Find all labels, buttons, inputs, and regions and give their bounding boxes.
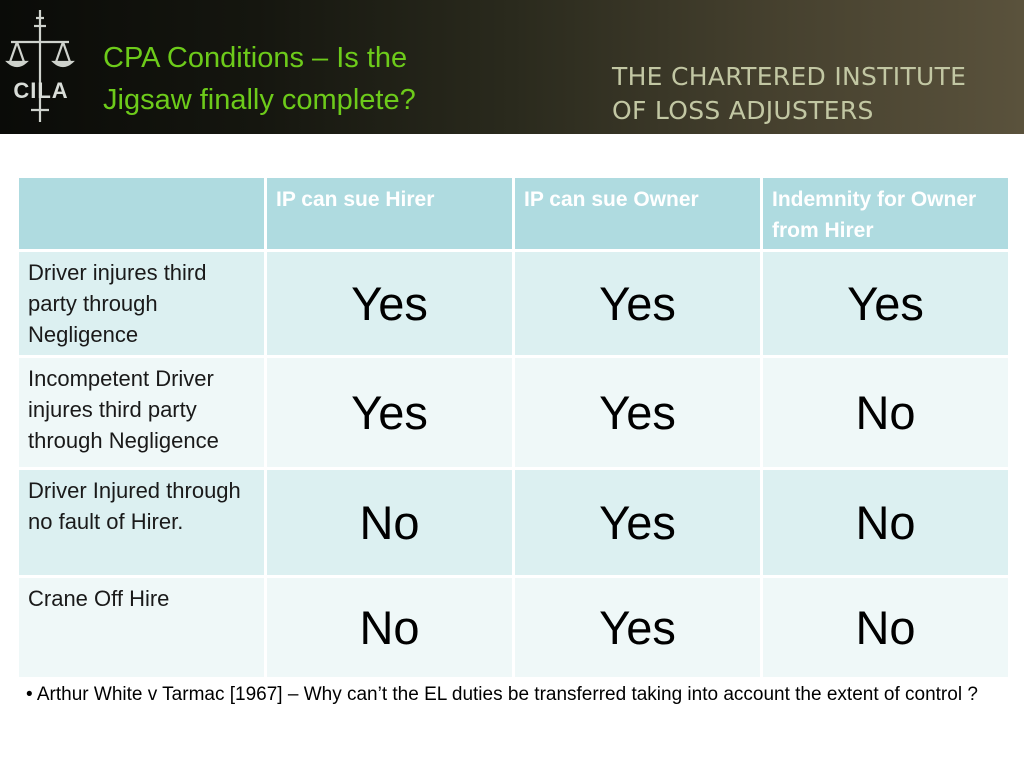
- cell-value: No: [762, 469, 1010, 577]
- footnote-bullet: • Arthur White v Tarmac [1967] – Why can’t the EL duties be transferred taking into account the extent of control ?: [26, 684, 978, 705]
- cell-value: No: [266, 469, 514, 577]
- row-label: Driver Injured through no fault of Hirer.: [18, 469, 266, 577]
- table-row: [18, 251, 1010, 357]
- slide-title: [103, 37, 523, 121]
- cell-value: No: [266, 577, 514, 679]
- institute-name: [612, 60, 1012, 128]
- row-label: Crane Off Hire: [18, 577, 266, 679]
- cell-value: Yes: [514, 577, 762, 679]
- scales-of-justice-icon: [5, 4, 75, 128]
- cell-value: Yes: [266, 357, 514, 469]
- cell-value: Yes: [266, 251, 514, 357]
- column-header-indemnity: Indemnity for Owner from Hirer: [762, 177, 1010, 251]
- header-banner: [0, 0, 1024, 134]
- column-header-ip-sue-hirer: IP can sue Hirer: [266, 177, 514, 251]
- row-label: Driver injures third party through Negligence: [18, 251, 266, 357]
- table-row: [18, 469, 1010, 577]
- cell-value: No: [762, 577, 1010, 679]
- institute-name-line-2: OF LOSS ADJUSTERS: [612, 96, 874, 125]
- logo-text: CILA: [13, 78, 69, 103]
- column-header-empty: [18, 177, 266, 251]
- row-label: Incompetent Driver injures third party through Negligence: [18, 357, 266, 469]
- cell-value: Yes: [762, 251, 1010, 357]
- conditions-table: [16, 175, 1011, 680]
- slide-title-line-2: Jigsaw finally complete?: [103, 84, 416, 116]
- table-row: [18, 577, 1010, 679]
- institute-name-line-1: THE CHARTERED INSTITUTE: [612, 62, 967, 91]
- cell-value: Yes: [514, 469, 762, 577]
- column-header-ip-sue-owner: IP can sue Owner: [514, 177, 762, 251]
- table-header-row: [18, 177, 1010, 251]
- cell-value: Yes: [514, 357, 762, 469]
- cell-value: Yes: [514, 251, 762, 357]
- slide-title-line-1: CPA Conditions – Is the: [103, 42, 408, 74]
- cell-value: No: [762, 357, 1010, 469]
- table-row: [18, 357, 1010, 469]
